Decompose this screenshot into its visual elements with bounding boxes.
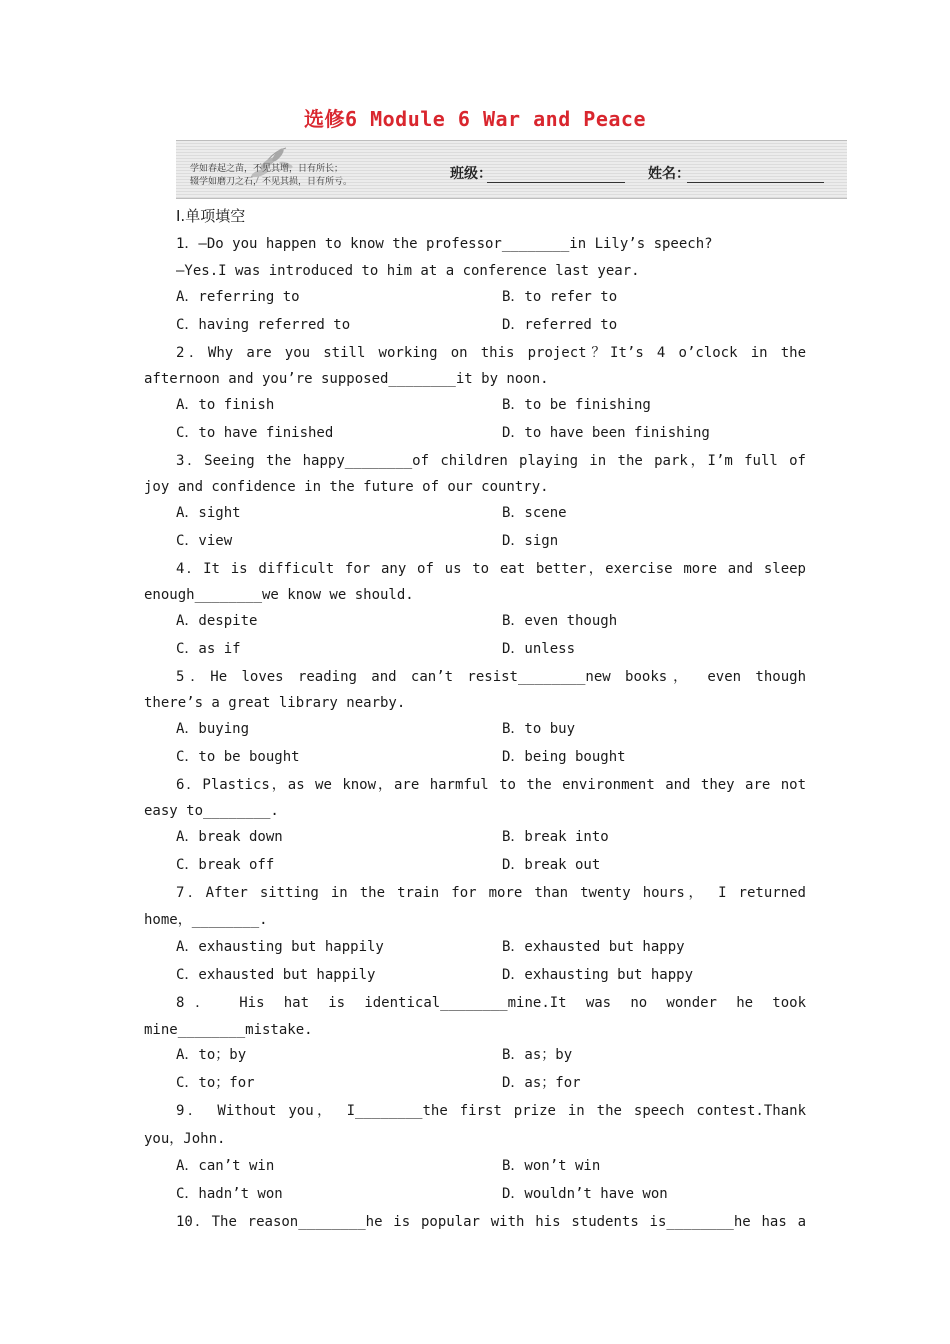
question-1-line-2: —Yes.I was introduced to him at a conference last year.	[176, 263, 640, 279]
question-2-line-2: afternoon and you’re supposed________it by noon.	[144, 371, 549, 387]
motto-line-1: 学如春起之苗，不见其增，日有所长；	[190, 164, 344, 174]
question-5-option-c: C．to be bought	[176, 749, 300, 765]
question-3-option-d: D．sign	[502, 533, 559, 549]
question-7-option-b: B．exhausted but happy	[502, 939, 685, 955]
question-7-option-a: A．exhausting but happily	[176, 939, 384, 955]
question-6-line-2: easy to________.	[144, 803, 279, 819]
question-1-option-b: B．to refer to	[502, 289, 618, 305]
name-label: 姓名：	[648, 166, 690, 182]
question-8-option-b: B．as；by	[502, 1047, 573, 1063]
question-3-option-b: B．scene	[502, 505, 567, 521]
question-7-line-1: 7．After sitting in the train for more than twenty hours， I returned	[176, 885, 806, 901]
question-6-option-a: A．break down	[176, 829, 283, 845]
question-4-option-c: C．as if	[176, 641, 241, 657]
question-3-option-c: C．view	[176, 533, 233, 549]
question-2-option-a: A．to finish	[176, 397, 275, 413]
question-2-option-d: D．to have been finishing	[502, 425, 710, 441]
question-9-option-c: C．hadn’t won	[176, 1186, 283, 1202]
question-5-option-a: A．buying	[176, 721, 250, 737]
header-banner	[176, 140, 847, 199]
question-3-line-2: joy and confidence in the future of our country.	[144, 479, 549, 495]
question-8-option-d: D．as；for	[502, 1075, 581, 1091]
question-5-line-2: there’s a great library nearby.	[144, 695, 406, 711]
question-4-line-2: enough________we know we should.	[144, 587, 414, 603]
question-8-line-2: mine________mistake.	[144, 1022, 313, 1038]
question-6-option-b: B．break into	[502, 829, 609, 845]
question-4-option-a: A．despite	[176, 613, 258, 629]
question-9-line-2: you，John.	[144, 1131, 226, 1147]
question-1-option-a: A．referring to	[176, 289, 300, 305]
question-4-option-b: B．even though	[502, 613, 618, 629]
question-3-line-1: 3．Seeing the happy________of children playing in the park，I’m full of	[176, 453, 806, 469]
question-1-line-1: 1．—Do you happen to know the professor________in Lily’s speech?	[176, 236, 713, 252]
question-4-line-1: 4．It is difficult for any of us to eat better，exercise more and sleep	[176, 561, 806, 577]
page-title: 选修6 Module 6 War and Peace	[304, 107, 646, 131]
question-8-option-a: A．to；by	[176, 1047, 247, 1063]
question-9-option-b: B．won’t win	[502, 1158, 601, 1174]
question-2-option-b: B．to be finishing	[502, 397, 651, 413]
question-6-option-d: D．break out	[502, 857, 601, 873]
question-2-option-c: C．to have finished	[176, 425, 334, 441]
question-1-option-c: C．having referred to	[176, 317, 351, 333]
question-4-option-d: D．unless	[502, 641, 576, 657]
question-1-option-d: D．referred to	[502, 317, 618, 333]
question-9-option-d: D．wouldn’t have won	[502, 1186, 668, 1202]
name-field-line	[687, 182, 824, 183]
question-5-option-b: B．to buy	[502, 721, 576, 737]
question-7-option-c: C．exhausted but happily	[176, 967, 376, 983]
question-10-line-1: 10．The reason________he is popular with his students is________he has a	[176, 1214, 806, 1230]
section-title: Ⅰ.单项填空	[176, 207, 246, 225]
class-label: 班级：	[450, 166, 492, 182]
question-6-line-1: 6．Plastics，as we know，are harmful to the environment and they are not	[176, 777, 806, 793]
motto-line-2: 辍学如磨刀之石，不见其损，日有所亏。	[190, 177, 353, 187]
question-2-line-1: 2．Why are you still working on this project？It’s 4 o’clock in the	[176, 345, 806, 361]
question-9-option-a: A．can’t win	[176, 1158, 275, 1174]
question-5-option-d: D．being bought	[502, 749, 626, 765]
question-8-line-1: 8． His hat is identical________mine.It was no wonder he took	[176, 995, 806, 1011]
class-field-line	[487, 182, 625, 183]
question-8-option-c: C．to；for	[176, 1075, 255, 1091]
question-7-line-2: home，________.	[144, 912, 268, 928]
question-9-line-1: 9． Without you， I________the first prize in the speech contest.Thank	[176, 1103, 806, 1119]
question-5-line-1: 5．He loves reading and can’t resist________new books， even though	[176, 669, 806, 685]
question-6-option-c: C．break off	[176, 857, 275, 873]
question-3-option-a: A．sight	[176, 505, 241, 521]
question-7-option-d: D．exhausting but happy	[502, 967, 694, 983]
